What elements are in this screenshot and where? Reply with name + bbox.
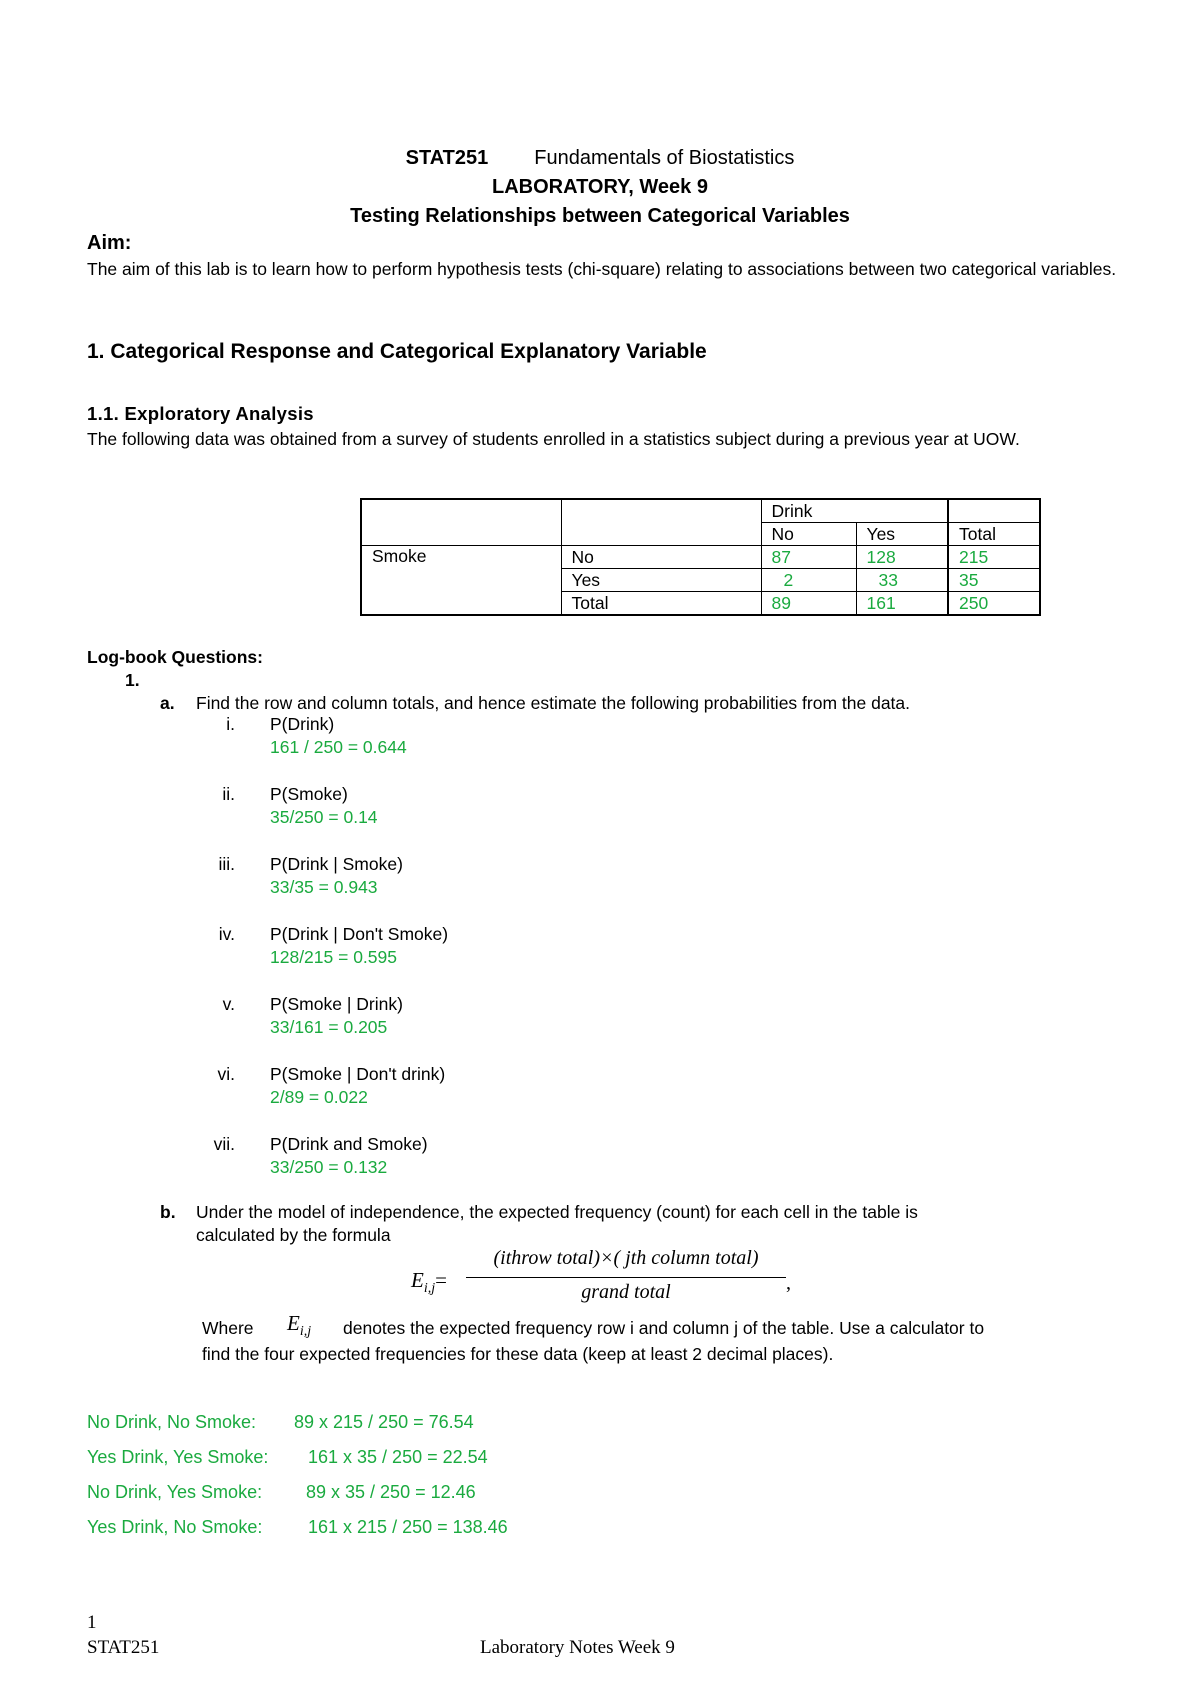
table-row — [361, 523, 1040, 546]
expected-calculation: 161 x 35 / 250 = 22.54 — [308, 1447, 488, 1467]
cell-value: 250 — [948, 592, 1040, 616]
list-item-number: vii. — [213, 1134, 235, 1154]
page-title: Testing Relationships between Categorical Variables — [350, 205, 850, 227]
list-item-number: iv. — [218, 924, 235, 944]
list-item-label: P(Smoke) — [270, 784, 348, 804]
expected-label: No Drink, Yes Smoke: — [87, 1482, 263, 1502]
list-item-answer: 33/35 = 0.943 — [270, 877, 378, 897]
list-item-number: iii. — [218, 854, 235, 874]
list-item-answer: 128/215 = 0.595 — [270, 947, 397, 967]
list-item-label: P(Smoke | Drink) — [270, 994, 403, 1014]
cell-value: 128 — [856, 546, 948, 569]
list-item-number: i. — [226, 714, 235, 734]
course-subject: Fundamentals of Biostatistics — [534, 147, 795, 169]
section-intro: The following data was obtained from a survey of students enrolled in a statistics subject during a previous year at UOW. — [87, 429, 1020, 449]
table-cell — [361, 499, 561, 523]
footer-left: STAT251 — [87, 1637, 160, 1658]
section-heading: 1. Categorical Response and Categorical Explanatory Variable — [87, 340, 707, 363]
row-label: Total — [561, 592, 761, 616]
part-b-text-2: calculated by the formula — [196, 1225, 391, 1245]
row-label: No — [561, 546, 761, 569]
aim-text: The aim of this lab is to learn how to perform hypothesis tests (chi-square) relating to associations between two categorical variables. — [87, 259, 1117, 279]
list-item-answer: 35/250 = 0.14 — [270, 807, 378, 827]
column-variable-header: Drink — [761, 499, 948, 523]
lab-week: LABORATORY, Week 9 — [492, 176, 708, 198]
cell-value: 33 — [856, 569, 948, 592]
where-e: E — [287, 1311, 300, 1335]
cell-value: 161 — [856, 592, 948, 616]
questions-heading: Log-book Questions: — [87, 647, 263, 667]
list-item-number: ii. — [222, 784, 235, 804]
expected-label: No Drink, No Smoke: — [87, 1412, 257, 1432]
course-code: STAT251 — [405, 147, 489, 169]
part-a-label: a. — [160, 693, 175, 713]
part-a-text: Find the row and column totals, and hence estimate the following probabilities from the data. — [196, 693, 911, 713]
table-cell — [561, 499, 761, 523]
where-text-2: find the four expected frequencies for these data (keep at least 2 decimal places). — [202, 1344, 834, 1364]
formula-e: E — [411, 1268, 424, 1292]
list-item-answer: 33/250 = 0.132 — [270, 1157, 388, 1177]
list-item-label: P(Drink) — [270, 714, 335, 734]
formula-denominator: grand total — [581, 1281, 671, 1303]
part-b-label: b. — [160, 1202, 176, 1222]
column-header-no: No — [761, 523, 856, 546]
formula-subscript: i,j — [423, 1281, 436, 1297]
cell-value: 215 — [948, 546, 1040, 569]
expected-label: Yes Drink, Yes Smoke: — [87, 1447, 269, 1467]
column-header-yes: Yes — [856, 523, 948, 546]
table-cell — [561, 523, 761, 546]
list-item-number: vi. — [217, 1064, 235, 1084]
expected-calculation: 89 x 35 / 250 = 12.46 — [306, 1482, 476, 1502]
column-header-total: Total — [948, 523, 1040, 546]
list-item-answer: 161 / 250 = 0.644 — [270, 737, 407, 757]
formula-numerator: (ithrow total)×( jth column total) — [493, 1247, 759, 1269]
table-cell — [948, 499, 1040, 523]
formula-lhs — [411, 1268, 447, 1297]
table-row — [361, 499, 1040, 523]
row-variable-header: Smoke — [361, 546, 561, 616]
cell-value: 89 — [761, 592, 856, 616]
list-item-label: P(Drink | Don't Smoke) — [270, 924, 449, 944]
list-item-answer: 2/89 = 0.022 — [270, 1087, 368, 1107]
page-number: 1 — [87, 1612, 97, 1633]
row-label: Yes — [561, 569, 761, 592]
table-row — [361, 546, 1040, 569]
course-header — [0, 147, 1200, 170]
cell-value: 2 — [761, 569, 856, 592]
cell-value: 35 — [948, 569, 1040, 592]
question-number: 1. — [125, 670, 140, 690]
table-cell — [361, 523, 561, 546]
formula-comma: , — [786, 1272, 791, 1294]
where-subscript: i,j — [299, 1324, 312, 1340]
where-symbol — [287, 1311, 311, 1340]
list-item-label: P(Smoke | Don't drink) — [270, 1064, 446, 1084]
cell-value: 87 — [761, 546, 856, 569]
where-word: Where — [202, 1318, 254, 1338]
formula-equals: = — [435, 1268, 447, 1292]
where-text: denotes the expected frequency row i and column j of the table. Use a calculator to — [343, 1318, 985, 1338]
list-item-label: P(Drink and Smoke) — [270, 1134, 428, 1154]
part-b-text: Under the model of independence, the expected frequency (count) for each cell in the table is — [196, 1202, 918, 1222]
fraction-bar — [466, 1277, 786, 1278]
footer-center: Laboratory Notes Week 9 — [480, 1637, 675, 1658]
expected-calculation: 161 x 215 / 250 = 138.46 — [308, 1517, 508, 1537]
list-item-answer: 33/161 = 0.205 — [270, 1017, 388, 1037]
list-item-number: v. — [222, 994, 235, 1014]
list-item-label: P(Drink | Smoke) — [270, 854, 403, 874]
aim-heading: Aim: — [87, 232, 132, 254]
expected-calculation: 89 x 215 / 250 = 76.54 — [294, 1412, 474, 1432]
contingency-table — [360, 498, 1041, 616]
subsection-heading: 1.1. Exploratory Analysis — [87, 403, 314, 424]
expected-label: Yes Drink, No Smoke: — [87, 1517, 263, 1537]
